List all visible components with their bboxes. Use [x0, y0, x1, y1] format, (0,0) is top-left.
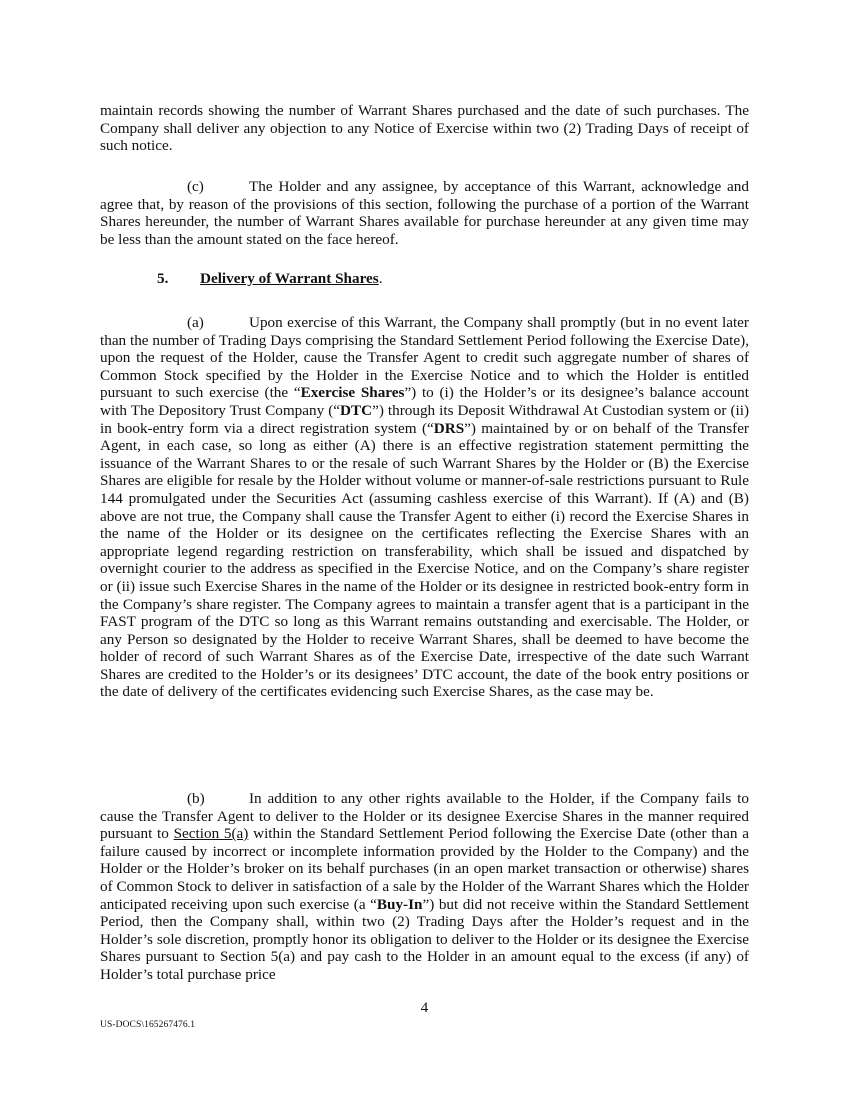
paragraph-b: [100, 790, 749, 984]
document-id: US-DOCS\165267476.1: [100, 1020, 196, 1030]
section-heading: [157, 270, 383, 288]
defined-term: DRS: [433, 419, 465, 437]
paragraph-text: ”) but did not receive within the Standard Settlement Period, then the Company shall, within two (2) Trading Days after the Holder’s request and in the Holder’s sole discretion, promptly honor its obligation to deliver to the Holder or its designee the Exercise Shares pursuant to Section 5(a) and pay cash to the Holder in an amount equal to the excess (if any) of Holder’s total purchase price: [100, 895, 749, 983]
defined-term: DTC: [340, 401, 373, 419]
defined-term: Exercise Shares: [300, 384, 405, 402]
section-title: Delivery of Warrant Shares: [200, 270, 379, 287]
section-reference: Section 5(a): [173, 825, 249, 843]
paragraph-a: [100, 314, 749, 701]
paragraph-c: [100, 178, 749, 248]
paragraph-text: The Holder and any assignee, by acceptance of this Warrant, acknowledge and agree that, by reason of the provisions of this section, following the purchase of a portion of the Warrant Shares hereunder, the number of Warrant Shares available for purchase hereunder at any given time may be less than the amount stated on the face hereof.: [100, 178, 749, 248]
paragraph-text: In addition to any other rights available to the Holder, if the Company fails to cause the Transfer Agent to deliver to the Holder or its designee Exercise Shares in the manner required pursuant to: [100, 790, 749, 843]
paragraph-label: (a): [187, 314, 204, 331]
paragraph-text: ”) to (i) the Holder’s or its designee’s balance account with The Depository Trust Company (“: [100, 384, 749, 419]
defined-term: Buy-In: [376, 895, 423, 913]
page-number: 4: [420, 1000, 429, 1016]
paragraph-label: (b): [187, 790, 205, 807]
paragraph-text: Upon exercise of this Warrant, the Company shall promptly (but in no event later than the number of Trading Days comprising the Standard Settlement Period following the Exercise Date), upon the request of the Holder, cause the Transfer Agent to credit such aggregate number of shares of Common Stock specified by the Holder in the Exercise Notice and to which the Holder is entitled pursuant to such exercise (the “: [100, 314, 749, 402]
section-number: 5.: [157, 270, 169, 287]
paragraph-text: ”) through its Deposit Withdrawal At Custodian system or (ii) in book-entry form via a direct registration system (“: [100, 401, 749, 437]
section-title-period: .: [378, 270, 383, 287]
paragraph-text: within the Standard Settlement Period following the Exercise Date (other than a failure caused by incorrect or incomplete information provided by the Holder to the Company) and the Holder or the Holder’s broker on its behalf purchases (in an open market transaction or otherwise) shares of Common Stock to deliver in satisfaction of a sale by the Holder of the Warrant Shares which the Holder anticipated receiving upon such exercise (a “: [100, 825, 749, 913]
paragraph-label: (c): [187, 178, 204, 195]
paragraph-text: ”) maintained by or on behalf of the Transfer Agent, in each case, so long as either (A) there is an effective registration statement permitting the issuance of the Warrant Shares to or the resale of such Warrant Shares by the Holder or (B) the Exercise Shares are eligible for resale by the Holder without volume or manner-of-sale restrictions pursuant to Rule 144 promulgated under the Securities Act (assuming cashless exercise of this Warrant). If (A) and (B) above are not true, the Company shall cause the Transfer Agent to either (i) record the Exercise Shares in the name of the Holder or its designee on the certificates reflecting the Exercise Shares with an appropriate legend regarding restriction on transferability, which shall be issued and dispatched by overnight courier to the address as specified in the Exercise Notice, and on the Company’s share register or (ii) issue such Exercise Shares in the name of the Holder or its designee in restricted book-entry form in the Company’s share register. The Company agrees to maintain a transfer agent that is a participant in the FAST program of the DTC so long as this Warrant remains outstanding and exercisable. The Holder, or any Person so designated by the Holder to receive Warrant Shares, shall be deemed to have become the holder of record of such Warrant Shares as of the Exercise Date, irrespective of the date such Warrant Shares are credited to the Holder’s or its designees’ DTC account, the date of the book entry positions or the date of delivery of the certificates evidencing such Exercise Shares, as the case may be.: [100, 419, 749, 701]
paragraph-text: maintain records showing the number of Warrant Shares purchased and the date of such purchases. The Company shall deliver any objection to any Notice of Exercise within two (2) Trading Days of receipt of such notice.: [100, 102, 749, 155]
paragraph-continued: [100, 102, 749, 155]
